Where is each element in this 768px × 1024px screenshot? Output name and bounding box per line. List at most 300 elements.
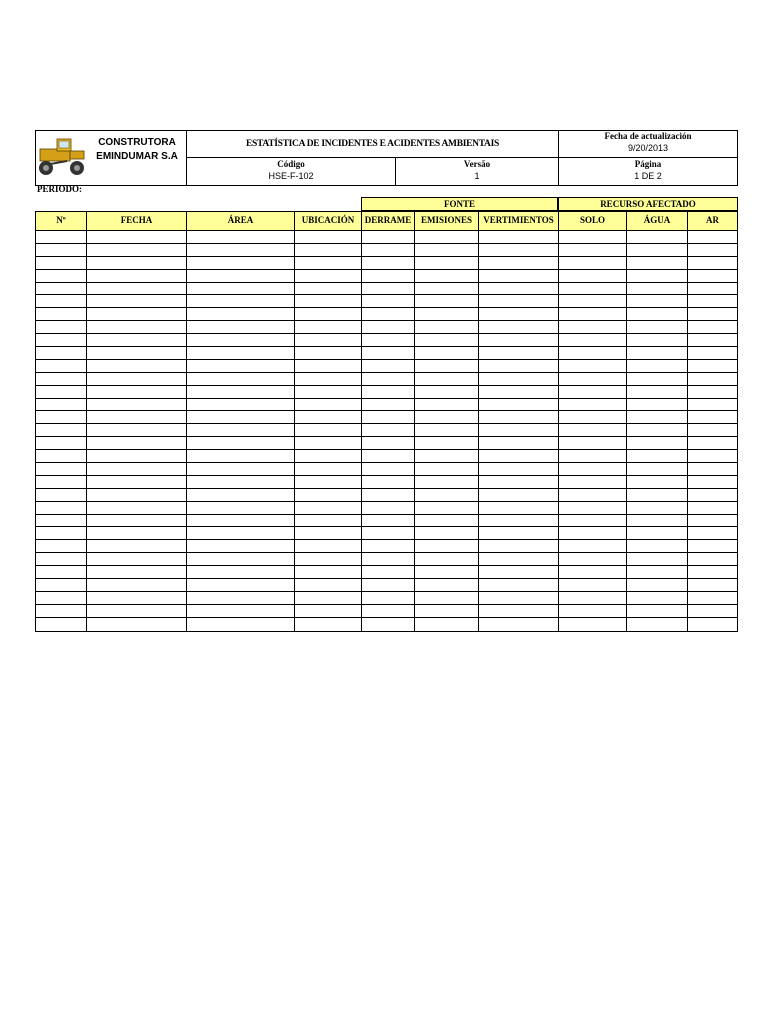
table-cell[interactable] bbox=[87, 437, 187, 449]
table-cell[interactable] bbox=[688, 437, 737, 449]
table-cell[interactable] bbox=[362, 360, 415, 372]
table-cell[interactable] bbox=[36, 244, 87, 256]
table-cell[interactable] bbox=[688, 270, 737, 282]
table-cell[interactable] bbox=[295, 450, 362, 462]
table-cell[interactable] bbox=[362, 321, 415, 333]
table-cell[interactable] bbox=[415, 463, 479, 475]
table-cell[interactable] bbox=[559, 579, 627, 591]
table-cell[interactable] bbox=[362, 579, 415, 591]
table-cell[interactable] bbox=[415, 553, 479, 565]
table-cell[interactable] bbox=[688, 566, 737, 578]
table-cell[interactable] bbox=[295, 605, 362, 617]
table-cell[interactable] bbox=[415, 373, 479, 385]
table-cell[interactable] bbox=[36, 283, 87, 295]
table-cell[interactable] bbox=[187, 321, 295, 333]
table-cell[interactable] bbox=[559, 424, 627, 436]
table-cell[interactable] bbox=[87, 450, 187, 462]
table-cell[interactable] bbox=[295, 231, 362, 243]
table-cell[interactable] bbox=[87, 424, 187, 436]
table-cell[interactable] bbox=[295, 618, 362, 631]
table-cell[interactable] bbox=[36, 424, 87, 436]
table-cell[interactable] bbox=[627, 592, 688, 604]
table-cell[interactable] bbox=[559, 399, 627, 411]
table-cell[interactable] bbox=[187, 502, 295, 514]
table-cell[interactable] bbox=[479, 618, 559, 631]
table-cell[interactable] bbox=[415, 321, 479, 333]
table-cell[interactable] bbox=[87, 476, 187, 488]
table-cell[interactable] bbox=[362, 463, 415, 475]
table-cell[interactable] bbox=[87, 244, 187, 256]
table-cell[interactable] bbox=[187, 295, 295, 307]
table-cell[interactable] bbox=[627, 399, 688, 411]
table-cell[interactable] bbox=[362, 592, 415, 604]
table-cell[interactable] bbox=[187, 360, 295, 372]
table-cell[interactable] bbox=[362, 334, 415, 346]
table-cell[interactable] bbox=[295, 411, 362, 423]
table-cell[interactable] bbox=[187, 605, 295, 617]
table-cell[interactable] bbox=[36, 411, 87, 423]
table-cell[interactable] bbox=[362, 437, 415, 449]
table-cell[interactable] bbox=[362, 618, 415, 631]
table-cell[interactable] bbox=[688, 515, 737, 527]
table-cell[interactable] bbox=[87, 463, 187, 475]
table-cell[interactable] bbox=[627, 244, 688, 256]
table-cell[interactable] bbox=[627, 527, 688, 539]
table-cell[interactable] bbox=[688, 540, 737, 552]
table-cell[interactable] bbox=[36, 437, 87, 449]
table-cell[interactable] bbox=[187, 579, 295, 591]
table-cell[interactable] bbox=[415, 476, 479, 488]
table-cell[interactable] bbox=[295, 257, 362, 269]
table-cell[interactable] bbox=[559, 618, 627, 631]
table-cell[interactable] bbox=[295, 566, 362, 578]
table-cell[interactable] bbox=[87, 257, 187, 269]
table-cell[interactable] bbox=[87, 231, 187, 243]
table-cell[interactable] bbox=[36, 308, 87, 320]
table-cell[interactable] bbox=[295, 360, 362, 372]
table-cell[interactable] bbox=[187, 553, 295, 565]
table-cell[interactable] bbox=[36, 321, 87, 333]
table-cell[interactable] bbox=[479, 283, 559, 295]
table-cell[interactable] bbox=[479, 463, 559, 475]
table-cell[interactable] bbox=[559, 476, 627, 488]
table-cell[interactable] bbox=[627, 386, 688, 398]
table-cell[interactable] bbox=[187, 231, 295, 243]
table-cell[interactable] bbox=[295, 386, 362, 398]
table-cell[interactable] bbox=[36, 399, 87, 411]
table-cell[interactable] bbox=[688, 579, 737, 591]
table-cell[interactable] bbox=[559, 321, 627, 333]
table-cell[interactable] bbox=[688, 244, 737, 256]
table-cell[interactable] bbox=[479, 373, 559, 385]
table-cell[interactable] bbox=[87, 502, 187, 514]
table-cell[interactable] bbox=[415, 411, 479, 423]
table-cell[interactable] bbox=[187, 592, 295, 604]
table-cell[interactable] bbox=[295, 592, 362, 604]
table-cell[interactable] bbox=[36, 502, 87, 514]
table-cell[interactable] bbox=[415, 231, 479, 243]
table-cell[interactable] bbox=[479, 605, 559, 617]
table-cell[interactable] bbox=[415, 270, 479, 282]
table-cell[interactable] bbox=[187, 566, 295, 578]
table-cell[interactable] bbox=[187, 463, 295, 475]
table-cell[interactable] bbox=[627, 231, 688, 243]
table-cell[interactable] bbox=[362, 386, 415, 398]
table-cell[interactable] bbox=[87, 360, 187, 372]
table-cell[interactable] bbox=[415, 244, 479, 256]
table-cell[interactable] bbox=[627, 566, 688, 578]
table-cell[interactable] bbox=[362, 373, 415, 385]
table-cell[interactable] bbox=[295, 308, 362, 320]
table-cell[interactable] bbox=[559, 502, 627, 514]
table-cell[interactable] bbox=[688, 527, 737, 539]
table-cell[interactable] bbox=[688, 360, 737, 372]
table-cell[interactable] bbox=[479, 360, 559, 372]
table-cell[interactable] bbox=[415, 566, 479, 578]
table-cell[interactable] bbox=[87, 270, 187, 282]
table-cell[interactable] bbox=[362, 283, 415, 295]
table-cell[interactable] bbox=[559, 257, 627, 269]
table-cell[interactable] bbox=[295, 540, 362, 552]
table-cell[interactable] bbox=[627, 553, 688, 565]
table-cell[interactable] bbox=[362, 515, 415, 527]
table-cell[interactable] bbox=[479, 244, 559, 256]
table-cell[interactable] bbox=[36, 489, 87, 501]
table-cell[interactable] bbox=[559, 347, 627, 359]
table-cell[interactable] bbox=[36, 553, 87, 565]
table-cell[interactable] bbox=[362, 411, 415, 423]
table-cell[interactable] bbox=[627, 463, 688, 475]
table-cell[interactable] bbox=[479, 540, 559, 552]
table-cell[interactable] bbox=[87, 334, 187, 346]
table-cell[interactable] bbox=[187, 450, 295, 462]
table-cell[interactable] bbox=[187, 437, 295, 449]
table-cell[interactable] bbox=[688, 399, 737, 411]
table-cell[interactable] bbox=[87, 592, 187, 604]
table-cell[interactable] bbox=[688, 386, 737, 398]
table-cell[interactable] bbox=[87, 321, 187, 333]
table-cell[interactable] bbox=[688, 605, 737, 617]
table-cell[interactable] bbox=[479, 321, 559, 333]
table-cell[interactable] bbox=[688, 283, 737, 295]
table-cell[interactable] bbox=[295, 515, 362, 527]
table-cell[interactable] bbox=[688, 373, 737, 385]
table-cell[interactable] bbox=[87, 489, 187, 501]
table-cell[interactable] bbox=[627, 579, 688, 591]
table-cell[interactable] bbox=[559, 450, 627, 462]
table-cell[interactable] bbox=[559, 489, 627, 501]
table-cell[interactable] bbox=[688, 334, 737, 346]
table-cell[interactable] bbox=[36, 295, 87, 307]
table-cell[interactable] bbox=[87, 373, 187, 385]
table-cell[interactable] bbox=[87, 347, 187, 359]
table-cell[interactable] bbox=[627, 618, 688, 631]
table-cell[interactable] bbox=[187, 257, 295, 269]
table-cell[interactable] bbox=[187, 489, 295, 501]
table-cell[interactable] bbox=[479, 489, 559, 501]
table-cell[interactable] bbox=[627, 334, 688, 346]
table-cell[interactable] bbox=[479, 592, 559, 604]
table-cell[interactable] bbox=[362, 424, 415, 436]
table-cell[interactable] bbox=[627, 540, 688, 552]
table-cell[interactable] bbox=[559, 592, 627, 604]
table-cell[interactable] bbox=[627, 373, 688, 385]
table-cell[interactable] bbox=[362, 476, 415, 488]
table-cell[interactable] bbox=[362, 489, 415, 501]
table-cell[interactable] bbox=[87, 295, 187, 307]
table-cell[interactable] bbox=[415, 424, 479, 436]
table-cell[interactable] bbox=[362, 257, 415, 269]
table-cell[interactable] bbox=[559, 270, 627, 282]
table-cell[interactable] bbox=[187, 399, 295, 411]
table-cell[interactable] bbox=[87, 308, 187, 320]
table-cell[interactable] bbox=[627, 450, 688, 462]
table-cell[interactable] bbox=[36, 476, 87, 488]
table-cell[interactable] bbox=[295, 437, 362, 449]
table-cell[interactable] bbox=[362, 295, 415, 307]
table-cell[interactable] bbox=[627, 502, 688, 514]
table-cell[interactable] bbox=[559, 566, 627, 578]
table-cell[interactable] bbox=[415, 360, 479, 372]
table-cell[interactable] bbox=[36, 257, 87, 269]
table-cell[interactable] bbox=[362, 540, 415, 552]
table-cell[interactable] bbox=[627, 476, 688, 488]
table-cell[interactable] bbox=[36, 270, 87, 282]
table-cell[interactable] bbox=[688, 450, 737, 462]
table-cell[interactable] bbox=[187, 411, 295, 423]
table-cell[interactable] bbox=[415, 489, 479, 501]
table-cell[interactable] bbox=[362, 450, 415, 462]
table-cell[interactable] bbox=[688, 424, 737, 436]
table-cell[interactable] bbox=[415, 257, 479, 269]
table-cell[interactable] bbox=[36, 527, 87, 539]
table-cell[interactable] bbox=[688, 476, 737, 488]
table-cell[interactable] bbox=[627, 515, 688, 527]
table-cell[interactable] bbox=[479, 424, 559, 436]
table-cell[interactable] bbox=[87, 386, 187, 398]
table-cell[interactable] bbox=[362, 605, 415, 617]
table-cell[interactable] bbox=[479, 527, 559, 539]
table-cell[interactable] bbox=[479, 515, 559, 527]
table-cell[interactable] bbox=[295, 373, 362, 385]
table-cell[interactable] bbox=[87, 527, 187, 539]
table-cell[interactable] bbox=[295, 579, 362, 591]
table-cell[interactable] bbox=[415, 295, 479, 307]
table-cell[interactable] bbox=[187, 386, 295, 398]
table-cell[interactable] bbox=[559, 515, 627, 527]
table-cell[interactable] bbox=[479, 257, 559, 269]
table-cell[interactable] bbox=[627, 347, 688, 359]
table-cell[interactable] bbox=[362, 566, 415, 578]
table-cell[interactable] bbox=[415, 399, 479, 411]
table-cell[interactable] bbox=[187, 515, 295, 527]
table-cell[interactable] bbox=[479, 308, 559, 320]
table-cell[interactable] bbox=[36, 605, 87, 617]
table-cell[interactable] bbox=[362, 231, 415, 243]
table-cell[interactable] bbox=[559, 411, 627, 423]
table-cell[interactable] bbox=[627, 295, 688, 307]
table-cell[interactable] bbox=[627, 411, 688, 423]
table-cell[interactable] bbox=[627, 437, 688, 449]
table-cell[interactable] bbox=[479, 295, 559, 307]
table-cell[interactable] bbox=[295, 424, 362, 436]
table-cell[interactable] bbox=[688, 231, 737, 243]
table-cell[interactable] bbox=[627, 321, 688, 333]
table-cell[interactable] bbox=[479, 347, 559, 359]
table-cell[interactable] bbox=[36, 540, 87, 552]
table-cell[interactable] bbox=[415, 386, 479, 398]
table-cell[interactable] bbox=[187, 308, 295, 320]
table-cell[interactable] bbox=[87, 605, 187, 617]
table-cell[interactable] bbox=[187, 540, 295, 552]
table-cell[interactable] bbox=[688, 463, 737, 475]
table-cell[interactable] bbox=[479, 231, 559, 243]
table-cell[interactable] bbox=[36, 360, 87, 372]
table-cell[interactable] bbox=[688, 257, 737, 269]
table-cell[interactable] bbox=[87, 411, 187, 423]
table-cell[interactable] bbox=[627, 283, 688, 295]
table-cell[interactable] bbox=[295, 489, 362, 501]
table-cell[interactable] bbox=[688, 347, 737, 359]
table-cell[interactable] bbox=[688, 411, 737, 423]
table-cell[interactable] bbox=[479, 437, 559, 449]
table-cell[interactable] bbox=[36, 386, 87, 398]
table-cell[interactable] bbox=[415, 308, 479, 320]
table-cell[interactable] bbox=[415, 579, 479, 591]
table-cell[interactable] bbox=[627, 360, 688, 372]
table-cell[interactable] bbox=[295, 270, 362, 282]
table-cell[interactable] bbox=[559, 295, 627, 307]
table-cell[interactable] bbox=[187, 527, 295, 539]
table-cell[interactable] bbox=[559, 244, 627, 256]
table-cell[interactable] bbox=[627, 489, 688, 501]
table-cell[interactable] bbox=[559, 386, 627, 398]
table-cell[interactable] bbox=[688, 592, 737, 604]
table-cell[interactable] bbox=[479, 411, 559, 423]
table-cell[interactable] bbox=[479, 553, 559, 565]
table-cell[interactable] bbox=[187, 334, 295, 346]
table-cell[interactable] bbox=[688, 321, 737, 333]
table-cell[interactable] bbox=[362, 527, 415, 539]
table-cell[interactable] bbox=[415, 347, 479, 359]
table-cell[interactable] bbox=[559, 463, 627, 475]
table-cell[interactable] bbox=[362, 502, 415, 514]
table-cell[interactable] bbox=[479, 502, 559, 514]
table-cell[interactable] bbox=[362, 399, 415, 411]
table-cell[interactable] bbox=[415, 437, 479, 449]
table-cell[interactable] bbox=[415, 502, 479, 514]
table-cell[interactable] bbox=[559, 605, 627, 617]
table-cell[interactable] bbox=[479, 450, 559, 462]
table-cell[interactable] bbox=[187, 476, 295, 488]
table-cell[interactable] bbox=[688, 308, 737, 320]
table-cell[interactable] bbox=[187, 424, 295, 436]
table-cell[interactable] bbox=[87, 399, 187, 411]
table-cell[interactable] bbox=[87, 540, 187, 552]
table-cell[interactable] bbox=[187, 347, 295, 359]
table-cell[interactable] bbox=[559, 231, 627, 243]
table-cell[interactable] bbox=[36, 463, 87, 475]
table-cell[interactable] bbox=[362, 308, 415, 320]
table-cell[interactable] bbox=[87, 566, 187, 578]
table-cell[interactable] bbox=[559, 437, 627, 449]
table-cell[interactable] bbox=[362, 553, 415, 565]
table-cell[interactable] bbox=[479, 566, 559, 578]
table-cell[interactable] bbox=[295, 244, 362, 256]
table-cell[interactable] bbox=[36, 566, 87, 578]
table-cell[interactable] bbox=[36, 334, 87, 346]
table-cell[interactable] bbox=[688, 618, 737, 631]
table-cell[interactable] bbox=[559, 373, 627, 385]
table-cell[interactable] bbox=[295, 347, 362, 359]
table-cell[interactable] bbox=[36, 592, 87, 604]
table-cell[interactable] bbox=[87, 553, 187, 565]
table-cell[interactable] bbox=[362, 270, 415, 282]
table-cell[interactable] bbox=[415, 618, 479, 631]
table-cell[interactable] bbox=[559, 540, 627, 552]
table-cell[interactable] bbox=[479, 334, 559, 346]
table-cell[interactable] bbox=[627, 424, 688, 436]
table-cell[interactable] bbox=[479, 386, 559, 398]
table-cell[interactable] bbox=[688, 553, 737, 565]
table-cell[interactable] bbox=[415, 605, 479, 617]
table-cell[interactable] bbox=[627, 605, 688, 617]
table-cell[interactable] bbox=[295, 295, 362, 307]
table-cell[interactable] bbox=[415, 540, 479, 552]
table-cell[interactable] bbox=[559, 553, 627, 565]
table-cell[interactable] bbox=[627, 308, 688, 320]
table-cell[interactable] bbox=[559, 527, 627, 539]
table-cell[interactable] bbox=[295, 463, 362, 475]
table-cell[interactable] bbox=[295, 527, 362, 539]
table-cell[interactable] bbox=[415, 450, 479, 462]
table-cell[interactable] bbox=[187, 270, 295, 282]
table-cell[interactable] bbox=[295, 476, 362, 488]
table-cell[interactable] bbox=[688, 502, 737, 514]
table-cell[interactable] bbox=[415, 515, 479, 527]
table-cell[interactable] bbox=[295, 399, 362, 411]
table-cell[interactable] bbox=[362, 347, 415, 359]
table-cell[interactable] bbox=[36, 347, 87, 359]
table-cell[interactable] bbox=[627, 270, 688, 282]
table-cell[interactable] bbox=[187, 373, 295, 385]
table-cell[interactable] bbox=[415, 592, 479, 604]
table-cell[interactable] bbox=[87, 618, 187, 631]
table-cell[interactable] bbox=[36, 450, 87, 462]
table-cell[interactable] bbox=[295, 321, 362, 333]
table-cell[interactable] bbox=[87, 579, 187, 591]
table-cell[interactable] bbox=[559, 283, 627, 295]
table-cell[interactable] bbox=[479, 476, 559, 488]
table-cell[interactable] bbox=[36, 579, 87, 591]
table-cell[interactable] bbox=[295, 283, 362, 295]
table-cell[interactable] bbox=[415, 334, 479, 346]
table-cell[interactable] bbox=[559, 334, 627, 346]
table-cell[interactable] bbox=[362, 244, 415, 256]
table-cell[interactable] bbox=[415, 283, 479, 295]
table-cell[interactable] bbox=[87, 283, 187, 295]
table-cell[interactable] bbox=[627, 257, 688, 269]
table-cell[interactable] bbox=[688, 489, 737, 501]
table-cell[interactable] bbox=[479, 399, 559, 411]
table-cell[interactable] bbox=[36, 373, 87, 385]
table-cell[interactable] bbox=[36, 618, 87, 631]
table-cell[interactable] bbox=[559, 360, 627, 372]
table-cell[interactable] bbox=[688, 295, 737, 307]
table-cell[interactable] bbox=[187, 283, 295, 295]
table-cell[interactable] bbox=[295, 502, 362, 514]
table-cell[interactable] bbox=[295, 334, 362, 346]
